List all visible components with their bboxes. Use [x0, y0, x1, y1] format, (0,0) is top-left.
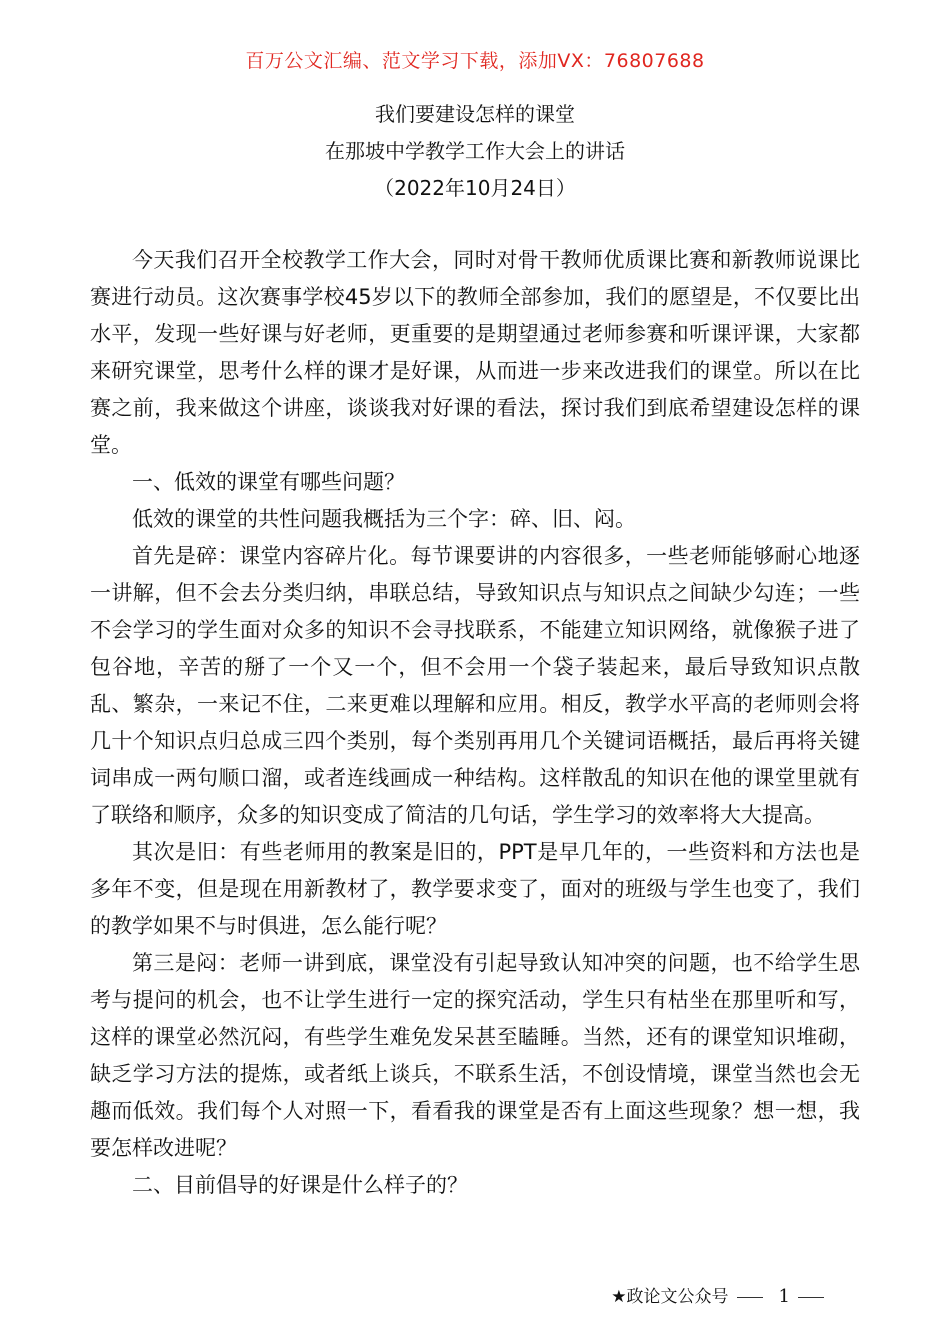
- footer-dash-right: [798, 1297, 824, 1298]
- paragraph-outdated: 其次是旧：有些老师用的教案是旧的，PPT是早几年的，一些资料和方法也是多年不变，但是现在用新教材了，教学要求变了，面对的班级与学生也变了，我们的教学如果不与时俱进，怎么能行呢？: [90, 840, 860, 938]
- document-title: 我们要建设怎样的课堂: [375, 102, 575, 126]
- section-heading-1: 一、低效的课堂有哪些问题？: [132, 470, 405, 494]
- paragraph-summary: 低效的课堂的共性问题我概括为三个字：碎、旧、闷。: [132, 507, 636, 531]
- title-block: [0, 96, 950, 207]
- document-subtitle: 在那坡中学教学工作大会上的讲话: [325, 139, 625, 163]
- paragraph-intro: 今天我们召开全校教学工作大会，同时对骨干教师优质课比赛和新教师说课比赛进行动员。这次赛事学校45岁以下的教师全部参加，我们的愿望是，不仅要比出水平，发现一些好课与好老师，更重要的是期望通过老师参赛和听课评课，大家都来研究课堂，思考什么样的课才是好课，从而进一步来改进我们的课堂。所以在比赛之前，我来做这个讲座，谈谈我对好课的看法，探讨我们到底希望建设怎样的课堂。: [90, 248, 860, 457]
- paragraph-dull: 第三是闷：老师一讲到底，课堂没有引起导致认知冲突的问题，也不给学生思考与提问的机会，也不让学生进行一定的探究活动，学生只有枯坐在那里听和写，这样的课堂必然沉闷，有些学生难免发呆甚至瞌睡。当然，还有的课堂知识堆砌，缺乏学习方法的提炼，或者纸上谈兵，不联系生活，不创设情境，课堂当然也会无趣而低效。我们每个人对照一下，看看我的课堂是否有上面这些现象？想一想，我要怎样改进呢？: [90, 951, 860, 1160]
- paragraph-fragmented: 首先是碎：课堂内容碎片化。每节课要讲的内容很多，一些老师能够耐心地逐一讲解，但不会去分类归纳，串联总结，导致知识点与知识点之间缺少勾连；一些不会学习的学生面对众多的知识不会寻找联系，不能建立知识网络，就像猴子进了包谷地，辛苦的掰了一个又一个，但不会用一个袋子装起来，最后导致知识点散乱、繁杂，一来记不住，二来更难以理解和应用。相反，教学水平高的老师则会将几十个知识点归总成三四个类别，每个类别再用几个关键词语概括，最后再将关键词串成一两句顺口溜，或者连线画成一种结构。这样散乱的知识在他的课堂里就有了联络和顺序，众多的知识变成了简洁的几句话，学生学习的效率将大大提高。: [90, 544, 860, 827]
- body-text: [90, 242, 860, 1204]
- document-date: （2022年10月24日）: [374, 176, 576, 200]
- page-number: 1: [778, 1286, 790, 1307]
- section-heading-2: 二、目前倡导的好课是什么样子的？: [132, 1173, 468, 1197]
- watermark-text: 百万公文汇编、范文学习下载，添加VX：76807688: [245, 50, 705, 72]
- page-footer: [611, 1282, 832, 1307]
- footer-source: ★政论文公众号: [611, 1287, 729, 1307]
- footer-dash-left: [737, 1297, 763, 1298]
